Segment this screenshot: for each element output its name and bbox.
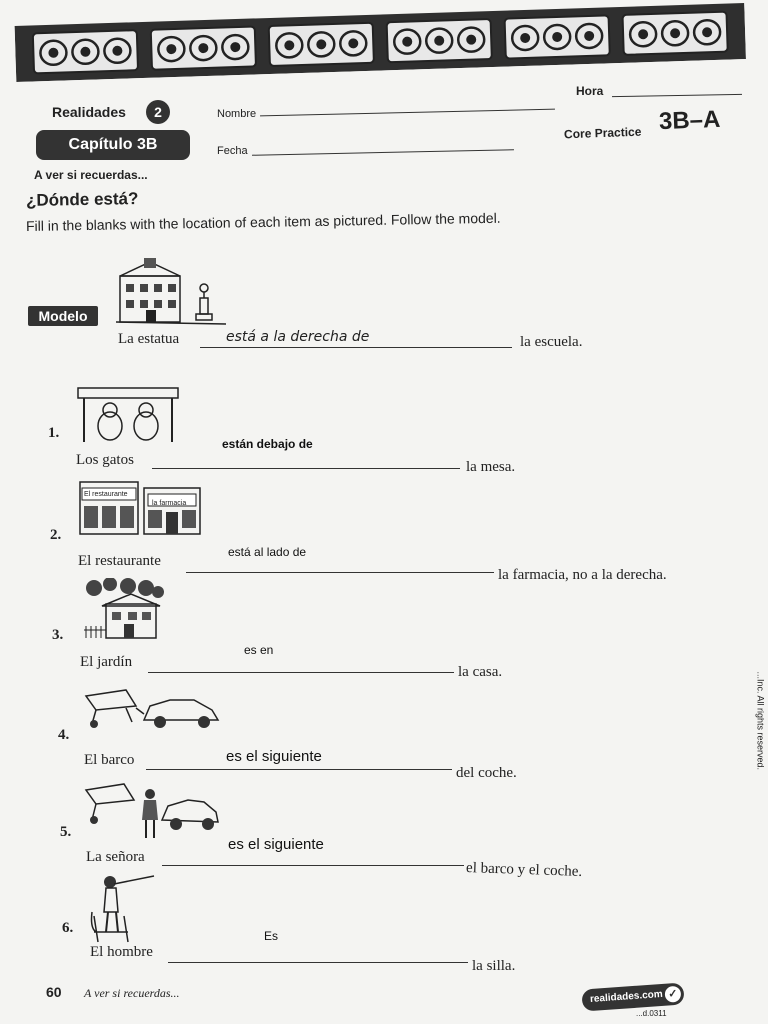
school-statue-icon <box>116 258 226 330</box>
item-3-answer[interactable]: es en <box>244 643 274 657</box>
item-2-blank-line <box>186 572 494 573</box>
item-2-object: la farmacia, no a la derecha. <box>498 567 667 583</box>
cats-under-table-icon <box>76 386 180 444</box>
item-6-object: la silla. <box>472 958 516 974</box>
model-blank-line <box>200 347 512 348</box>
section-title: ¿Dónde está? <box>25 189 139 210</box>
modelo-tag: Modelo <box>28 306 98 326</box>
item-1-subject: Los gatos <box>76 452 134 468</box>
boat-car-icon <box>82 684 222 734</box>
item-4-number: 4. <box>58 727 70 743</box>
book-title: Realidades <box>52 104 126 120</box>
item-2-number: 2. <box>50 527 62 543</box>
core-practice-code: 3B–A <box>658 105 721 136</box>
house-garden-icon <box>84 578 164 640</box>
item-5-subject: La señora <box>86 849 145 865</box>
item-6-answer[interactable]: Es <box>264 929 279 943</box>
fecha-label: Fecha <box>217 145 248 157</box>
fecha-line[interactable] <box>252 149 514 155</box>
item-3-subject: El jardín <box>80 654 133 670</box>
nombre-line[interactable] <box>260 109 555 117</box>
copyright-note: ...Inc. All rights reserved. <box>756 671 766 770</box>
model-answer: está a la derecha de <box>226 329 370 345</box>
item-1-answer[interactable]: están debajo de <box>222 437 313 451</box>
item-5-number: 5. <box>60 824 72 840</box>
book-level-badge: 2 <box>146 100 170 124</box>
footer-text: A ver si recuerdas... <box>84 986 180 1000</box>
item-5-object: el barco y el coche. <box>465 859 583 881</box>
item-2-answer[interactable]: está al lado de <box>228 545 307 559</box>
page-number: 60 <box>46 984 62 1000</box>
core-practice-label: Core Practice <box>563 124 642 142</box>
item-4-answer[interactable]: es el siguiente <box>226 748 322 765</box>
nombre-label: Nombre <box>217 108 257 120</box>
item-6-number: 6. <box>62 920 74 936</box>
chapter-badge: Capítulo 3B <box>36 130 190 160</box>
item-6-subject: El hombre <box>90 944 153 960</box>
item-5-blank-line <box>162 865 464 866</box>
item-6-blank-line <box>168 962 468 963</box>
instructions: Fill in the blanks with the location of each item as pictured. Follow the model. <box>25 209 501 234</box>
item-3-number: 3. <box>52 627 64 643</box>
item-4-blank-line <box>146 769 452 770</box>
item-5-answer[interactable]: es el siguiente <box>228 836 324 853</box>
site-label: realidades.com <box>589 988 664 1005</box>
item-3-blank-line <box>148 672 454 673</box>
hora-line[interactable] <box>612 94 742 97</box>
restaurant-sign: El restaurante <box>84 491 128 498</box>
item-2-subject: El restaurante <box>78 553 161 569</box>
item-3-object: la casa. <box>458 664 503 680</box>
check-icon: ✓ <box>664 986 681 1003</box>
decorative-banner <box>14 0 746 82</box>
item-1-object: la mesa. <box>466 459 516 475</box>
restaurant-pharmacy-icon <box>78 480 202 536</box>
model-object: la escuela. <box>520 334 583 350</box>
woman-boat-car-icon <box>84 780 220 840</box>
section-subtitle: A ver si recuerdas... <box>34 168 148 182</box>
model-subject: La estatua <box>118 331 180 347</box>
item-4-object: del coche. <box>456 765 517 781</box>
item-4-subject: El barco <box>84 752 135 768</box>
pharmacy-sign: la farmacia <box>152 500 187 507</box>
item-1-blank-line <box>152 468 460 469</box>
realidades-site-badge[interactable] <box>581 982 684 1011</box>
item-1-number: 1. <box>48 425 60 441</box>
footer-code: ...d.0311 <box>636 1009 667 1018</box>
man-on-chair-icon <box>88 872 158 944</box>
hora-label: Hora <box>576 84 604 98</box>
